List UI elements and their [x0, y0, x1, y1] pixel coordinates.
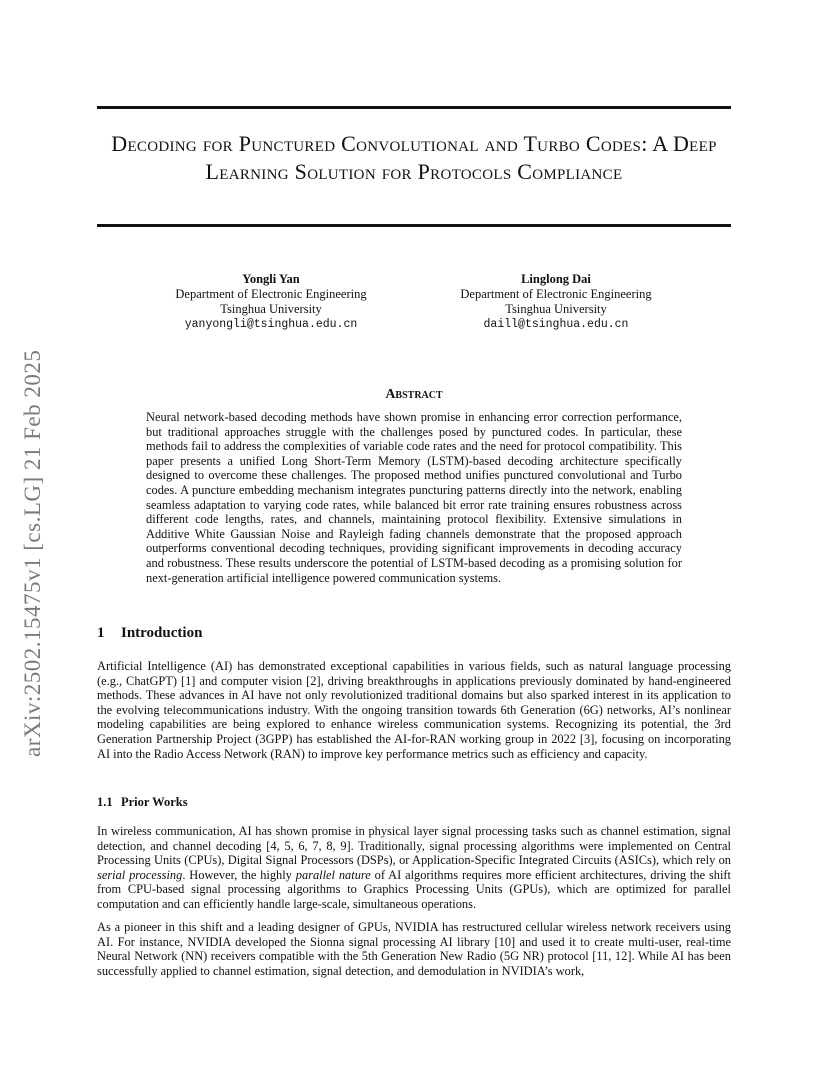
prior-works-paragraph-2: As a pioneer in this shift and a leading designer of GPUs, NVIDIA has restructured cellular wireless network receivers using AI. For instance, NVIDIA developed the Sionna signal processing AI library [10] and used it to create multi-user, real-time Neural Network (NN) receivers compatible with the 5th Generation New Radio (5G NR) protocol [11, 12]. While AI has been successfully applied to channel estimation, signal detection, and demodulation in NVIDIA’s work, — [97, 920, 731, 978]
author-university: Tsinghua University — [220, 302, 322, 316]
subsection-number: 1.1 — [97, 795, 113, 809]
author-department: Department of Electronic Engineering — [460, 287, 652, 301]
author-block-1 — [141, 272, 401, 332]
section-heading — [97, 625, 202, 642]
section-number: 1 — [97, 625, 105, 641]
abstract-text: Neural network-based decoding methods have shown promise in enhancing error correction performance, but traditional approaches struggle with the challenges posed by punctured codes. In particular, these methods fail to address the complexities of variable code rates and the need for protocol compatibility. This paper presents a unified Long Short-Term Memory (LSTM)-based decoding architecture specifically designed to overcome these challenges. The proposed method unifies punctured convolutional and Turbo codes. A puncture embedding mechanism integrates puncturing patterns directly into the network, enabling seamless adaptation to varying code rates, while balanced bit error rate training ensures robustness across different code lengths, rates, and channels, maintaining protocol flexibility. Extensive simulations in Additive White Gaussian Noise and Rayleigh fading channels demonstrate that the proposed approach outperforms conventional decoding techniques, providing significant improvements in decoding accuracy and robustness. These results underscore the potential of LSTM-based decoding as a promising solution for next-generation artificial intelligence powered communication systems. — [146, 410, 682, 585]
author-department: Department of Electronic Engineering — [175, 287, 367, 301]
section-title: Introduction — [121, 625, 203, 641]
emphasis-parallel-nature: parallel nature — [295, 867, 371, 882]
text-run: In wireless communication, AI has shown promise in physical layer signal processing tasks such as channel estimation, signal detection, and channel decoding [4, 5, 6, 7, 8, 9]. Traditionally, signal processing algorithms were implemented on Central Processing Units (CPUs), Digital Signal Processors (DSPs), or Application-Specific Integrated Circuits (ASICs), which rely on — [97, 824, 731, 868]
emphasis-serial-processing: serial processing — [97, 867, 183, 882]
arxiv-side-stamp: arXiv:2502.15475v1 [cs.LG] 21 Feb 2025 — [20, 349, 45, 757]
introduction-paragraph: Artificial Intelligence (AI) has demonstrated exceptional capabilities in various fields, such as natural language processing (e.g., ChatGPT) [1] and computer vision [2], driving breakthroughs in applications previously dominated by hand-engineered methods. These advances in AI have not only revolutionized traditional domains but also sparked interest in its application to the evolving telecommunications industry. With the ongoing transition towards 6th Generation (6G) networks, AI’s nonlinear modeling capabilities are being explored to enhance wireless communication systems. Recognizing its potential, the 3rd Generation Partnership Project (3GPP) has established the AI-for-RAN working group in 2022 [3], focusing on incorporating AI into the Radio Access Network (RAN) to improve key performance metrics such as efficiency and capacity. — [97, 659, 731, 761]
author-name: Linglong Dai — [521, 272, 591, 286]
author-email: daill@tsinghua.edu.cn — [483, 318, 629, 331]
abstract-heading: Abstract — [385, 387, 443, 402]
title-top-rule — [97, 106, 731, 109]
paper-title: Decoding for Punctured Convolutional and Turbo Codes: A Deep Learning Solution for Protocols Compliance — [111, 131, 717, 184]
subsection-title: Prior Works — [121, 795, 188, 809]
text-run: of AI algorithms requires more efficient architectures, driving the shift from CPU-based signal processing algorithms to Graphics Processing Units (GPUs), which are optimized for parallel computation and can efficiently handle large-scale, simultaneous operations. — [97, 867, 731, 911]
title-bottom-rule — [97, 224, 731, 227]
author-block-2 — [426, 272, 686, 332]
prior-works-paragraph-1 — [97, 824, 731, 912]
author-university: Tsinghua University — [505, 302, 607, 316]
text-run: . However, the highly — [182, 867, 296, 882]
author-email: yanyongli@tsinghua.edu.cn — [184, 318, 358, 331]
author-name: Yongli Yan — [242, 272, 300, 286]
subsection-heading — [97, 795, 188, 810]
